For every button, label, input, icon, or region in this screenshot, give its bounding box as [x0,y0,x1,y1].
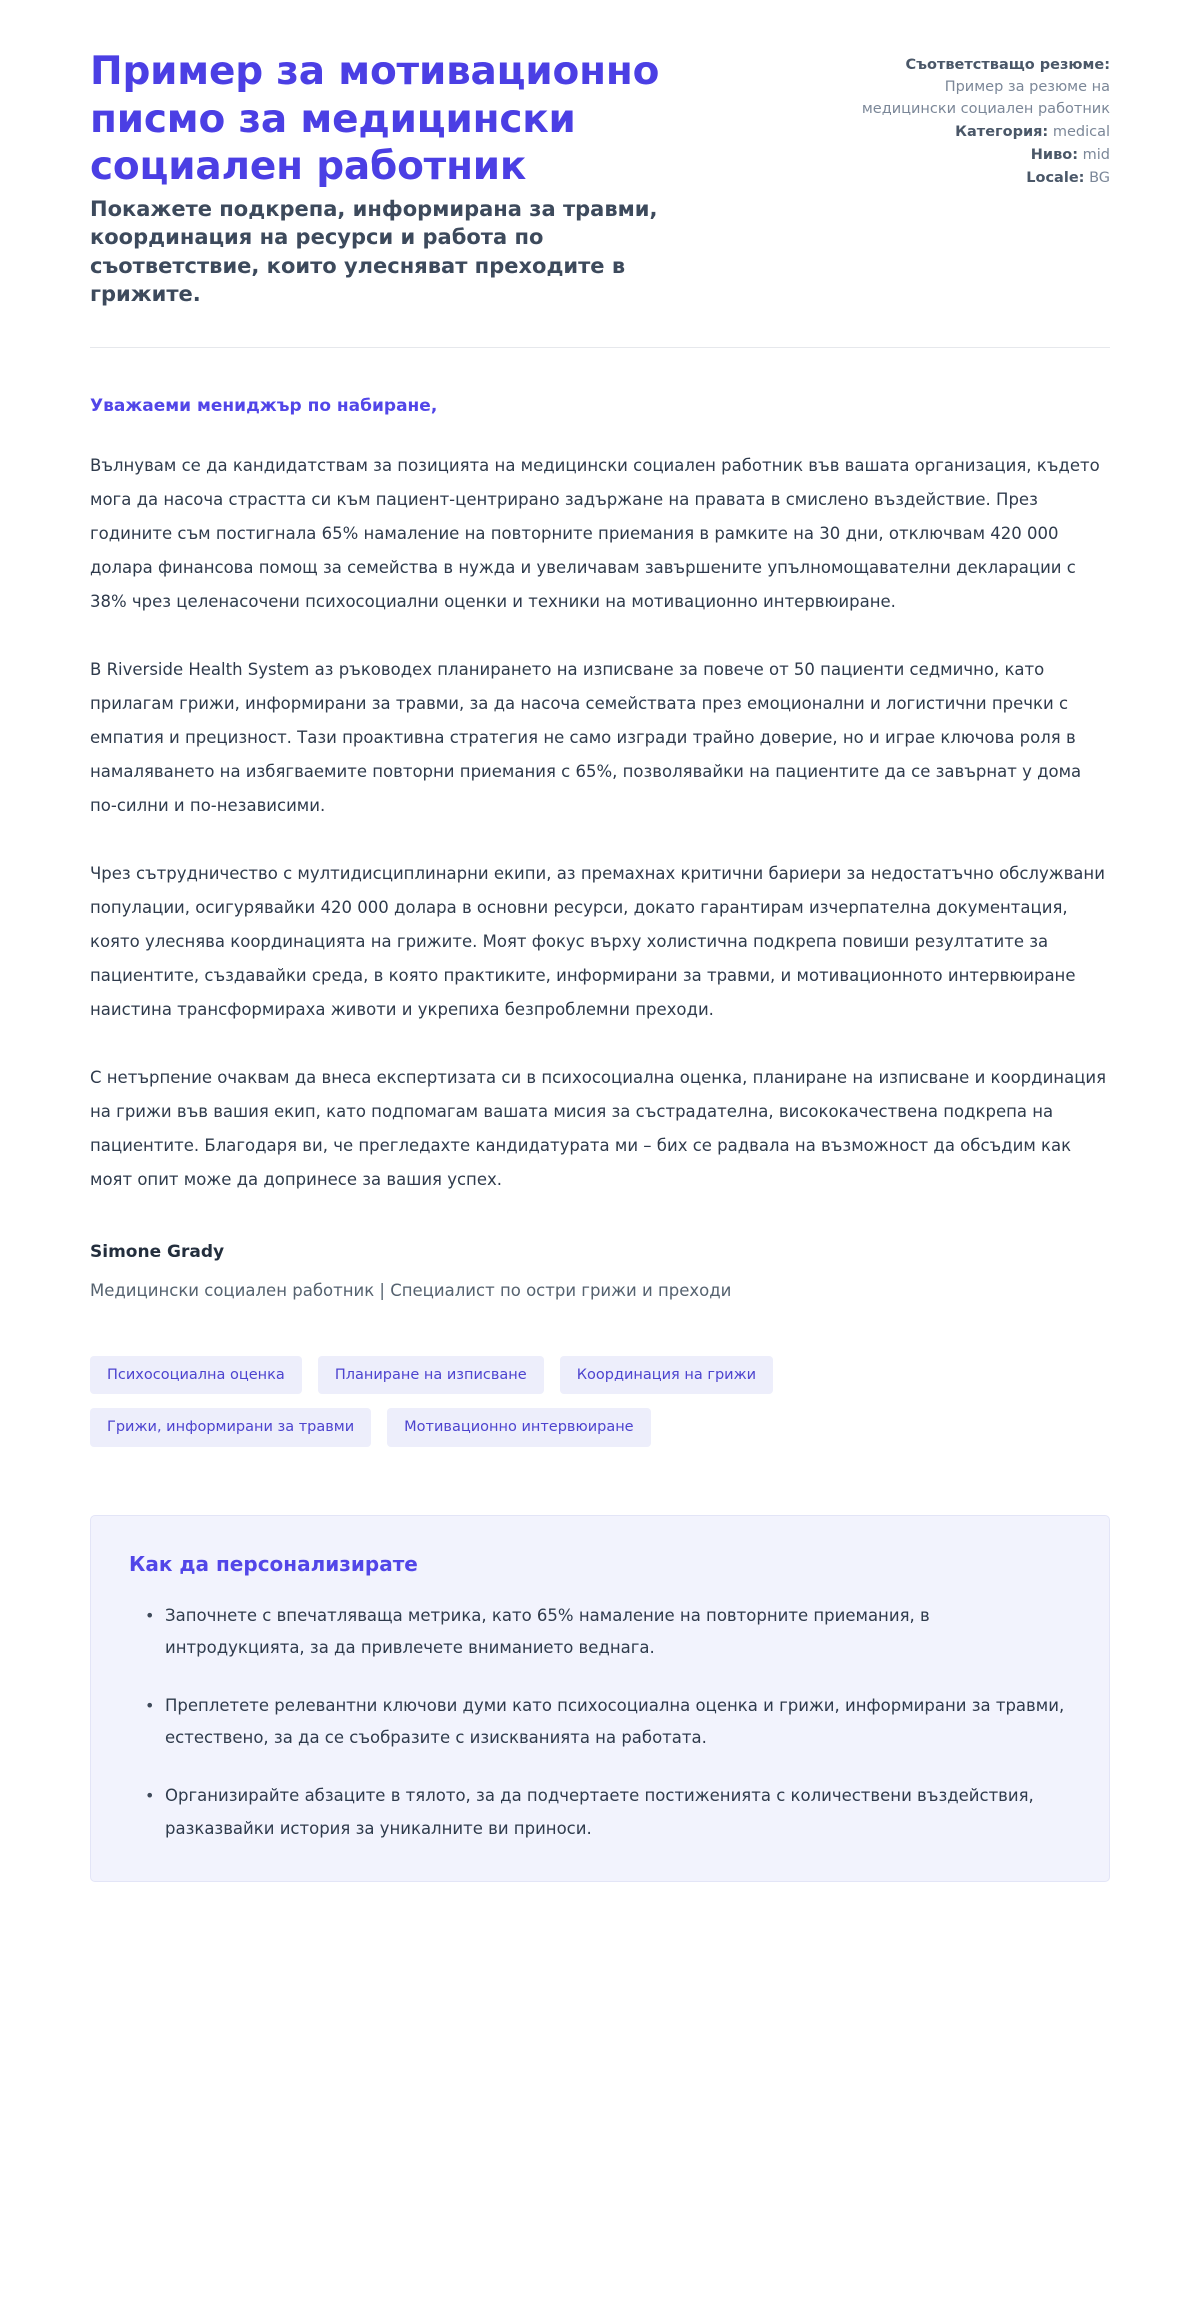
meta-value-level: mid [1082,147,1110,164]
callout-list-item: • Преплетете релевантни ключови думи като психосоциална оценка и грижи, информирани за травми, естествено, за да се съобразите с изискванията на работата. [151,1690,1071,1754]
meta-row-category [860,121,1110,143]
callout-list-item: • Организирайте абзаците в тялото, за да подчертаете постиженията с количествени въздействия, разказвайки история за уникалните ви приноси. [151,1780,1071,1844]
tag-chip[interactable]: Грижи, информирани за травми [90,1408,371,1447]
letter-paragraph: В Riverside Health System аз ръководех планирането на изписване за повече от 50 пациенти седмично, като прилагам грижи, информирани за травми, за да насоча семействата през емоционални и логистични пречки с емпатия и прецизност. Тази проактивна стратегия не само изгради трайно доверие, но и играе ключова роля в намаляването на избягваемите повторни приемания с 65%, позволявайки на пациентите да се завърнат у дома по-силни и по-независими. [90,660,1082,816]
tag-chip[interactable]: Мотивационно интервюиране [387,1408,650,1447]
meta-value-resume: Пример за резюме на медицински социален работник [861,79,1110,118]
tag-chip[interactable]: Планиране на изписване [318,1356,544,1395]
signature-block [90,1241,1110,1304]
signature-name: Simone Grady [90,1242,225,1263]
header-title-block [90,48,710,309]
meta-row-level [860,144,1110,166]
letter-body [90,348,1110,1882]
tag-chip[interactable]: Координация на грижи [560,1356,773,1395]
meta-label-category: Категория: [955,124,1049,141]
header-metadata [860,48,1110,190]
letter-paragraph: Вълнувам се да кандидатствам за позицията на медицински социален работник във вашата организация, където мога да насоча страстта си към пациент-центрирано задържане на правата в смислено въздействие. През годините съм постигнала 65% намаление на повторните приемания в рамките на 30 дни, отключвам 420 000 долара финансова помощ за семейства в нужда и увеличавам завършените упълномощавателни декларации с 38% чрез целенасочени психосоциални оценки и техники на мотивационно интервюиране. [90,456,1100,612]
meta-value-category: medical [1052,124,1110,141]
tag-chip-list [90,1356,890,1447]
meta-row-locale [860,167,1110,189]
meta-label-locale: Locale: [1026,170,1085,187]
callout-list-item: • Започнете с впечатляваща метрика, като 65% намаление на повторните приемания, в интродукцията, за да привлечете вниманието веднага. [151,1600,1071,1664]
callout-title: Как да персонализирате [129,1551,418,1576]
letter-paragraph: С нетърпение очаквам да внеса експертизата си в психосоциална оценка, планиране на изписване и координация на грижи във вашия екип, като подпомагам вашата мисия за състрадателна, висококачествена подкрепа на пациентите. Благодаря ви, че прегледахте кандидатурата ми – бих се радвала на възможност да обсъдим как моят опит може да допринесе за вашия успех. [90,1068,1107,1190]
meta-label-resume: Съответстващо резюме: [905,57,1110,73]
document-page [90,0,1110,1922]
tag-chip[interactable]: Психосоциална оценка [90,1356,302,1395]
page-subtitle: Покажете подкрепа, информирана за травми, координация на ресурси и работа по съответствие, които улесняват преходите в грижите. [90,196,658,307]
letter-salutation: Уважаеми мениджър по набиране, [90,395,438,416]
document-header [90,48,1110,339]
meta-row-resume [860,54,1110,120]
signature-role: Медицински социален работник | Специалист по остри грижи и преходи [90,1280,732,1300]
letter-paragraph: Чрез сътрудничество с мултидисциплинарни екипи, аз премахнах критични бариери за недостатъчно обслужвани популации, осигурявайки 420 000 долара в основни ресурси, докато гарантирам изчерпателна документация, която улеснява координацията на грижите. Моят фокус върху холистична подкрепа повиши резултатите за пациентите, създавайки среда, в която практиките, информирани за травми, и мотивационното интервюиране наистина трансформираха животи и укрепиха безпроблемни преходи. [90,864,1105,1020]
page-title: Пример за мотивационно писмо за медицински социален работник [90,49,660,190]
meta-label-level: Ниво: [1030,147,1079,164]
customization-callout [90,1515,1110,1882]
callout-list [129,1600,1071,1845]
meta-value-locale: BG [1089,170,1110,187]
